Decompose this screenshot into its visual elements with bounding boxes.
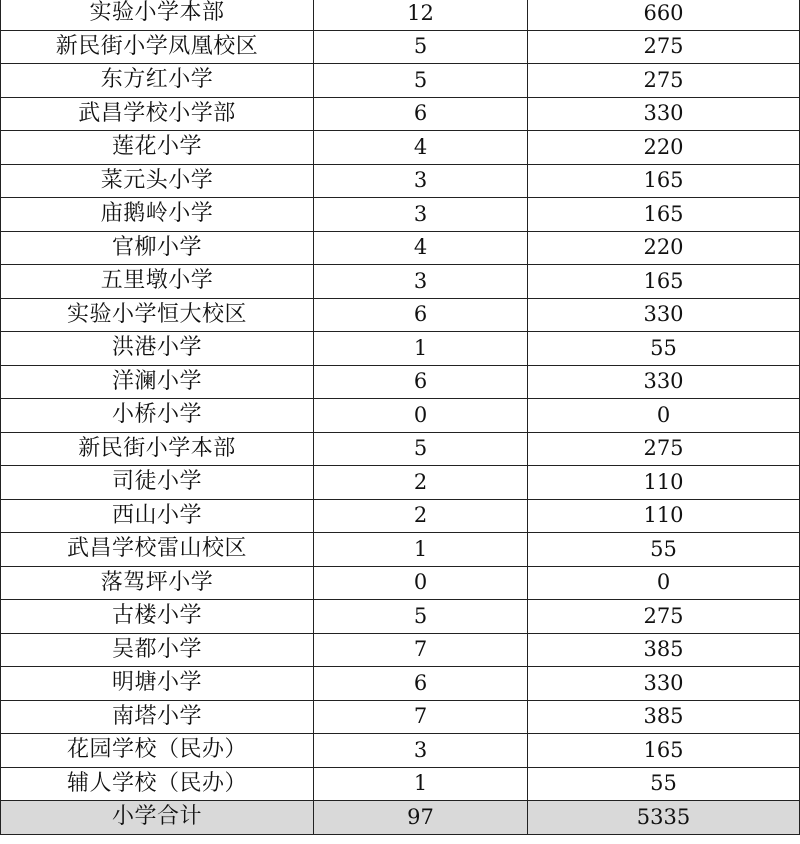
- class-count-cell: 0: [314, 399, 528, 433]
- student-count-cell: 55: [528, 332, 800, 366]
- class-count-cell: 1: [314, 332, 528, 366]
- student-count-cell: 330: [528, 667, 800, 701]
- class-count-cell: 12: [314, 0, 528, 30]
- school-name-cell: 小桥小学: [1, 399, 314, 433]
- total-school-name-cell: 小学合计: [1, 801, 314, 835]
- table-row: [1, 198, 800, 232]
- school-name-cell: 官柳小学: [1, 231, 314, 265]
- school-name-cell: 武昌学校雷山校区: [1, 533, 314, 567]
- school-name-cell: 南塔小学: [1, 700, 314, 734]
- table-row: [1, 600, 800, 634]
- student-count-cell: 55: [528, 767, 800, 801]
- student-count-cell: 55: [528, 533, 800, 567]
- student-count-cell: 385: [528, 700, 800, 734]
- student-count-cell: 275: [528, 30, 800, 64]
- school-name-cell: 花园学校（民办）: [1, 734, 314, 768]
- class-count-cell: 3: [314, 734, 528, 768]
- table-row: [1, 533, 800, 567]
- table-row: [1, 265, 800, 299]
- school-name-cell: 东方红小学: [1, 64, 314, 98]
- school-name-cell: 实验小学恒大校区: [1, 298, 314, 332]
- school-name-cell: 五里墩小学: [1, 265, 314, 299]
- class-count-cell: 4: [314, 131, 528, 165]
- table-row: [1, 298, 800, 332]
- student-count-cell: 220: [528, 231, 800, 265]
- table-row: [1, 667, 800, 701]
- class-count-cell: 5: [314, 64, 528, 98]
- school-name-cell: 司徒小学: [1, 466, 314, 500]
- table-row: [1, 767, 800, 801]
- table-row: [1, 97, 800, 131]
- school-name-cell: 实验小学本部: [1, 0, 314, 30]
- table-row: [1, 131, 800, 165]
- student-count-cell: 0: [528, 399, 800, 433]
- table-row: [1, 164, 800, 198]
- school-name-cell: 吴都小学: [1, 633, 314, 667]
- class-count-cell: 3: [314, 198, 528, 232]
- enrollment-table-body: [1, 0, 800, 834]
- table-row: [1, 0, 800, 30]
- student-count-cell: 220: [528, 131, 800, 165]
- school-name-cell: 洋澜小学: [1, 365, 314, 399]
- student-count-cell: 330: [528, 365, 800, 399]
- table-row: [1, 466, 800, 500]
- class-count-cell: 0: [314, 566, 528, 600]
- class-count-cell: 6: [314, 97, 528, 131]
- class-count-cell: 6: [314, 298, 528, 332]
- class-count-cell: 6: [314, 365, 528, 399]
- table-row: [1, 566, 800, 600]
- school-name-cell: 落驾坪小学: [1, 566, 314, 600]
- class-count-cell: 4: [314, 231, 528, 265]
- table-row: [1, 332, 800, 366]
- class-count-cell: 3: [314, 164, 528, 198]
- class-count-cell: 2: [314, 466, 528, 500]
- school-name-cell: 明塘小学: [1, 667, 314, 701]
- school-name-cell: 西山小学: [1, 499, 314, 533]
- school-name-cell: 洪港小学: [1, 332, 314, 366]
- table-row: [1, 633, 800, 667]
- student-count-cell: 110: [528, 499, 800, 533]
- student-count-cell: 385: [528, 633, 800, 667]
- student-count-cell: 165: [528, 164, 800, 198]
- class-count-cell: 5: [314, 600, 528, 634]
- student-count-cell: 0: [528, 566, 800, 600]
- table-row: [1, 700, 800, 734]
- table-row: [1, 365, 800, 399]
- table-row: [1, 30, 800, 64]
- class-count-cell: 7: [314, 700, 528, 734]
- student-count-cell: 660: [528, 0, 800, 30]
- class-count-cell: 3: [314, 265, 528, 299]
- total-student-count-cell: 5335: [528, 801, 800, 835]
- class-count-cell: 5: [314, 30, 528, 64]
- school-name-cell: 菜元头小学: [1, 164, 314, 198]
- student-count-cell: 165: [528, 198, 800, 232]
- student-count-cell: 165: [528, 734, 800, 768]
- student-count-cell: 110: [528, 466, 800, 500]
- table-row: [1, 432, 800, 466]
- table-row: [1, 499, 800, 533]
- school-name-cell: 庙鹅岭小学: [1, 198, 314, 232]
- student-count-cell: 275: [528, 600, 800, 634]
- class-count-cell: 1: [314, 767, 528, 801]
- total-class-count-cell: 97: [314, 801, 528, 835]
- school-name-cell: 古楼小学: [1, 600, 314, 634]
- class-count-cell: 1: [314, 533, 528, 567]
- school-name-cell: 新民街小学凤凰校区: [1, 30, 314, 64]
- table-row: [1, 231, 800, 265]
- class-count-cell: 2: [314, 499, 528, 533]
- student-count-cell: 275: [528, 64, 800, 98]
- school-name-cell: 新民街小学本部: [1, 432, 314, 466]
- table-row: [1, 399, 800, 433]
- total-row: [1, 801, 800, 835]
- table-row: [1, 64, 800, 98]
- student-count-cell: 275: [528, 432, 800, 466]
- school-name-cell: 武昌学校小学部: [1, 97, 314, 131]
- school-name-cell: 莲花小学: [1, 131, 314, 165]
- student-count-cell: 165: [528, 265, 800, 299]
- student-count-cell: 330: [528, 97, 800, 131]
- school-name-cell: 辅人学校（民办）: [1, 767, 314, 801]
- table-row: [1, 734, 800, 768]
- class-count-cell: 6: [314, 667, 528, 701]
- class-count-cell: 7: [314, 633, 528, 667]
- class-count-cell: 5: [314, 432, 528, 466]
- student-count-cell: 330: [528, 298, 800, 332]
